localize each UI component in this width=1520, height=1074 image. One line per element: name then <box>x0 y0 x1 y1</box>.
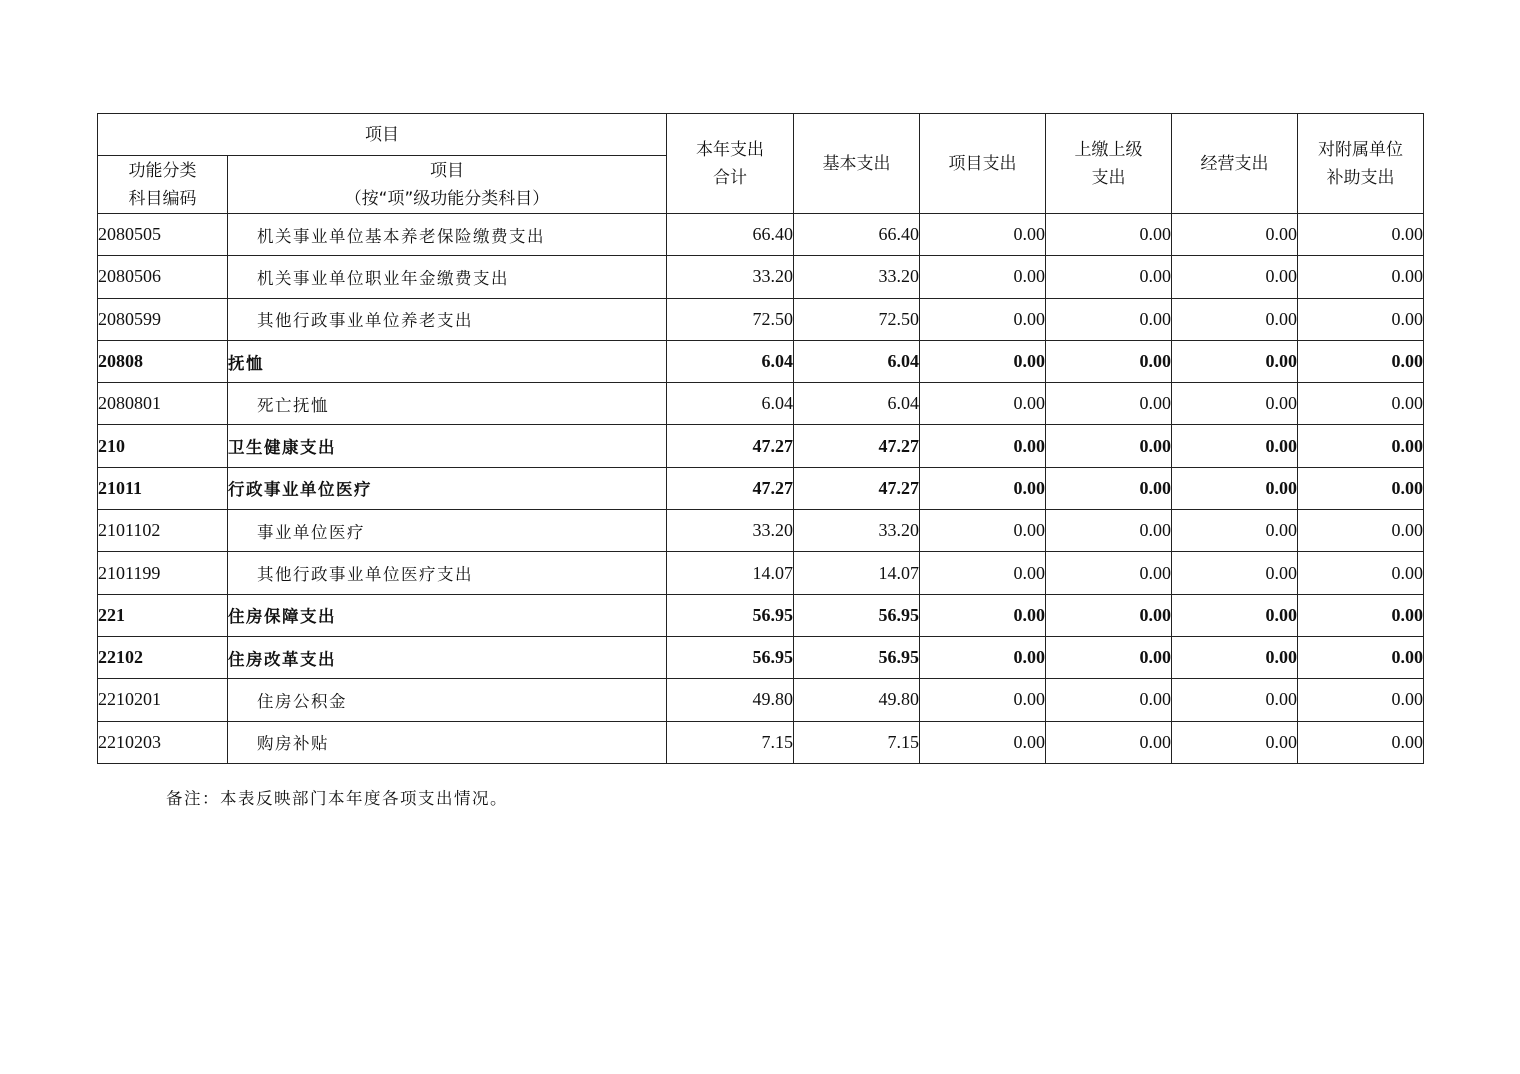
row-subsidy: 0.00 <box>1298 467 1424 509</box>
row-total: 49.80 <box>667 679 794 721</box>
row-subsidy: 0.00 <box>1298 340 1424 382</box>
table-row <box>98 383 1424 425</box>
row-upper: 0.00 <box>1046 256 1172 298</box>
row-operating: 0.00 <box>1172 510 1298 552</box>
row-subsidy: 0.00 <box>1298 594 1424 636</box>
row-basic: 6.04 <box>794 340 920 382</box>
row-project: 0.00 <box>920 552 1046 594</box>
row-subsidy: 0.00 <box>1298 214 1424 256</box>
row-basic: 72.50 <box>794 298 920 340</box>
row-subsidy: 0.00 <box>1298 383 1424 425</box>
header-operating: 经营支出 <box>1172 114 1298 214</box>
table-row <box>98 594 1424 636</box>
row-subsidy: 0.00 <box>1298 721 1424 763</box>
header-project-group: 项目 <box>98 114 667 156</box>
row-upper: 0.00 <box>1046 340 1172 382</box>
row-name: 购房补贴 <box>228 721 667 763</box>
row-subsidy: 0.00 <box>1298 425 1424 467</box>
header-code: 功能分类 科目编码 <box>98 156 228 214</box>
row-name: 住房公积金 <box>228 679 667 721</box>
row-upper: 0.00 <box>1046 552 1172 594</box>
row-upper: 0.00 <box>1046 383 1172 425</box>
row-upper: 0.00 <box>1046 467 1172 509</box>
row-basic: 6.04 <box>794 383 920 425</box>
row-basic: 47.27 <box>794 425 920 467</box>
row-code: 2210201 <box>98 679 228 721</box>
table-row <box>98 340 1424 382</box>
row-subsidy: 0.00 <box>1298 256 1424 298</box>
table-row <box>98 467 1424 509</box>
table-body <box>98 214 1424 764</box>
row-operating: 0.00 <box>1172 636 1298 678</box>
row-operating: 0.00 <box>1172 721 1298 763</box>
row-upper: 0.00 <box>1046 594 1172 636</box>
row-project: 0.00 <box>920 298 1046 340</box>
row-name: 卫生健康支出 <box>228 425 667 467</box>
row-subsidy: 0.00 <box>1298 510 1424 552</box>
row-name: 死亡抚恤 <box>228 383 667 425</box>
row-code: 2080505 <box>98 214 228 256</box>
row-code: 22102 <box>98 636 228 678</box>
row-name: 住房保障支出 <box>228 594 667 636</box>
row-project: 0.00 <box>920 636 1046 678</box>
row-code: 2210203 <box>98 721 228 763</box>
header-basic: 基本支出 <box>794 114 920 214</box>
row-project: 0.00 <box>920 721 1046 763</box>
row-operating: 0.00 <box>1172 467 1298 509</box>
row-operating: 0.00 <box>1172 552 1298 594</box>
row-project: 0.00 <box>920 510 1046 552</box>
row-code: 2080506 <box>98 256 228 298</box>
row-total: 72.50 <box>667 298 794 340</box>
row-basic: 33.20 <box>794 256 920 298</box>
table-row <box>98 256 1424 298</box>
row-basic: 56.95 <box>794 636 920 678</box>
header-subsidy: 对附属单位 补助支出 <box>1298 114 1424 214</box>
row-basic: 56.95 <box>794 594 920 636</box>
row-name: 其他行政事业单位医疗支出 <box>228 552 667 594</box>
row-name: 抚恤 <box>228 340 667 382</box>
header-upper: 上缴上级 支出 <box>1046 114 1172 214</box>
row-project: 0.00 <box>920 256 1046 298</box>
row-name: 机关事业单位基本养老保险缴费支出 <box>228 214 667 256</box>
row-total: 6.04 <box>667 340 794 382</box>
row-upper: 0.00 <box>1046 721 1172 763</box>
row-total: 33.20 <box>667 510 794 552</box>
row-total: 7.15 <box>667 721 794 763</box>
row-operating: 0.00 <box>1172 298 1298 340</box>
table-row <box>98 636 1424 678</box>
row-upper: 0.00 <box>1046 510 1172 552</box>
row-basic: 14.07 <box>794 552 920 594</box>
table-row <box>98 214 1424 256</box>
header-name: 项目 （按“项”级功能分类科目） <box>228 156 667 214</box>
row-basic: 49.80 <box>794 679 920 721</box>
table-row <box>98 510 1424 552</box>
row-upper: 0.00 <box>1046 636 1172 678</box>
row-code: 2080599 <box>98 298 228 340</box>
row-total: 66.40 <box>667 214 794 256</box>
row-subsidy: 0.00 <box>1298 636 1424 678</box>
row-code: 2101102 <box>98 510 228 552</box>
row-project: 0.00 <box>920 425 1046 467</box>
row-operating: 0.00 <box>1172 679 1298 721</box>
row-name: 行政事业单位医疗 <box>228 467 667 509</box>
row-total: 47.27 <box>667 467 794 509</box>
table-row <box>98 425 1424 467</box>
row-code: 21011 <box>98 467 228 509</box>
table-header <box>98 114 1424 214</box>
row-total: 47.27 <box>667 425 794 467</box>
row-operating: 0.00 <box>1172 256 1298 298</box>
table-row <box>98 552 1424 594</box>
row-subsidy: 0.00 <box>1298 679 1424 721</box>
row-total: 6.04 <box>667 383 794 425</box>
row-basic: 47.27 <box>794 467 920 509</box>
row-total: 14.07 <box>667 552 794 594</box>
row-name: 住房改革支出 <box>228 636 667 678</box>
header-project-exp: 项目支出 <box>920 114 1046 214</box>
header-total: 本年支出 合计 <box>667 114 794 214</box>
table-row <box>98 721 1424 763</box>
row-name: 其他行政事业单位养老支出 <box>228 298 667 340</box>
row-project: 0.00 <box>920 467 1046 509</box>
row-upper: 0.00 <box>1046 214 1172 256</box>
table-note: 备注：本表反映部门本年度各项支出情况。 <box>166 789 508 808</box>
row-operating: 0.00 <box>1172 425 1298 467</box>
row-code: 210 <box>98 425 228 467</box>
row-project: 0.00 <box>920 340 1046 382</box>
row-code: 2080801 <box>98 383 228 425</box>
row-basic: 66.40 <box>794 214 920 256</box>
row-code: 221 <box>98 594 228 636</box>
row-name: 事业单位医疗 <box>228 510 667 552</box>
row-operating: 0.00 <box>1172 214 1298 256</box>
row-upper: 0.00 <box>1046 425 1172 467</box>
row-operating: 0.00 <box>1172 594 1298 636</box>
row-project: 0.00 <box>920 594 1046 636</box>
row-project: 0.00 <box>920 679 1046 721</box>
row-operating: 0.00 <box>1172 383 1298 425</box>
row-project: 0.00 <box>920 383 1046 425</box>
row-total: 56.95 <box>667 636 794 678</box>
table-row <box>98 298 1424 340</box>
row-name: 机关事业单位职业年金缴费支出 <box>228 256 667 298</box>
row-code: 20808 <box>98 340 228 382</box>
row-total: 56.95 <box>667 594 794 636</box>
row-basic: 7.15 <box>794 721 920 763</box>
row-operating: 0.00 <box>1172 340 1298 382</box>
expenditure-table <box>97 113 1424 764</box>
row-code: 2101199 <box>98 552 228 594</box>
row-upper: 0.00 <box>1046 298 1172 340</box>
table-row <box>98 679 1424 721</box>
row-upper: 0.00 <box>1046 679 1172 721</box>
row-project: 0.00 <box>920 214 1046 256</box>
row-subsidy: 0.00 <box>1298 298 1424 340</box>
row-total: 33.20 <box>667 256 794 298</box>
row-subsidy: 0.00 <box>1298 552 1424 594</box>
row-basic: 33.20 <box>794 510 920 552</box>
